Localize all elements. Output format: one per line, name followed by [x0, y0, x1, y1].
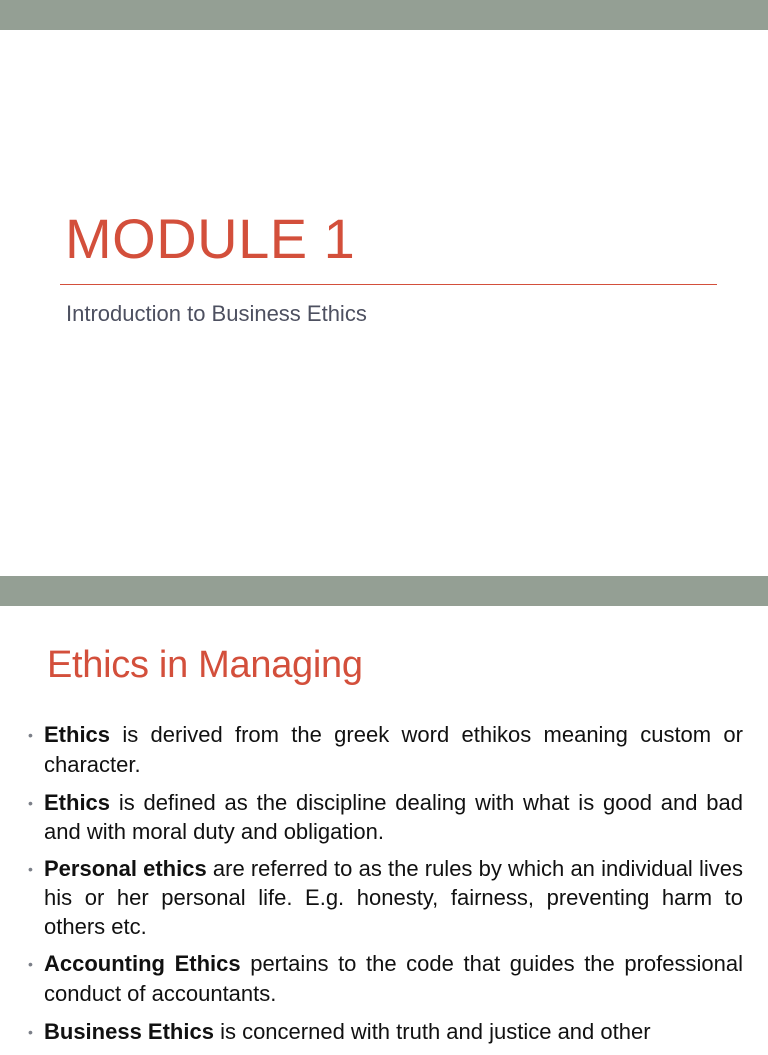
bullet-icon: • [28, 727, 33, 743]
list-item [0, 854, 768, 941]
content-slide [0, 606, 768, 1044]
bullet-list [0, 720, 768, 1055]
bullet-icon: • [28, 1024, 33, 1040]
module-title: MODULE 1 [65, 207, 356, 270]
bullet-term: Ethics [44, 790, 111, 815]
bullet-text: pertains to the code that guides the professional conduct of accountants. [44, 951, 743, 1006]
bullet-icon: • [28, 795, 33, 811]
module-subtitle: Introduction to Business Ethics [66, 301, 367, 326]
bullet-icon: • [28, 956, 33, 972]
bullet-term: Personal ethics [44, 856, 207, 881]
bullet-text: is concerned with truth and justice and other [213, 1019, 651, 1044]
slide-title: Ethics in Managing [47, 644, 363, 686]
bullet-text: are referred to as the rules by which an individual lives his or her personal life. E.g. honesty, fairness, preventing harm to others etc. [44, 856, 743, 939]
bullet-icon: • [28, 861, 33, 877]
title-underline [60, 284, 717, 285]
bullet-term: Ethics [44, 722, 111, 747]
top-band [0, 0, 768, 30]
bullet-term: Accounting Ethics [44, 951, 241, 976]
list-item [0, 788, 768, 846]
list-item [0, 1017, 768, 1047]
list-item [0, 949, 768, 1009]
bullet-term: Business Ethics [44, 1019, 214, 1044]
bullet-text: is derived from the greek word ethikos meaning custom or character. [44, 722, 743, 777]
slide-separator-band [0, 576, 768, 606]
list-item [0, 720, 768, 780]
title-slide [0, 30, 768, 576]
bullet-text: is defined as the discipline dealing with what is good and bad and with moral duty and obligation. [44, 790, 743, 844]
